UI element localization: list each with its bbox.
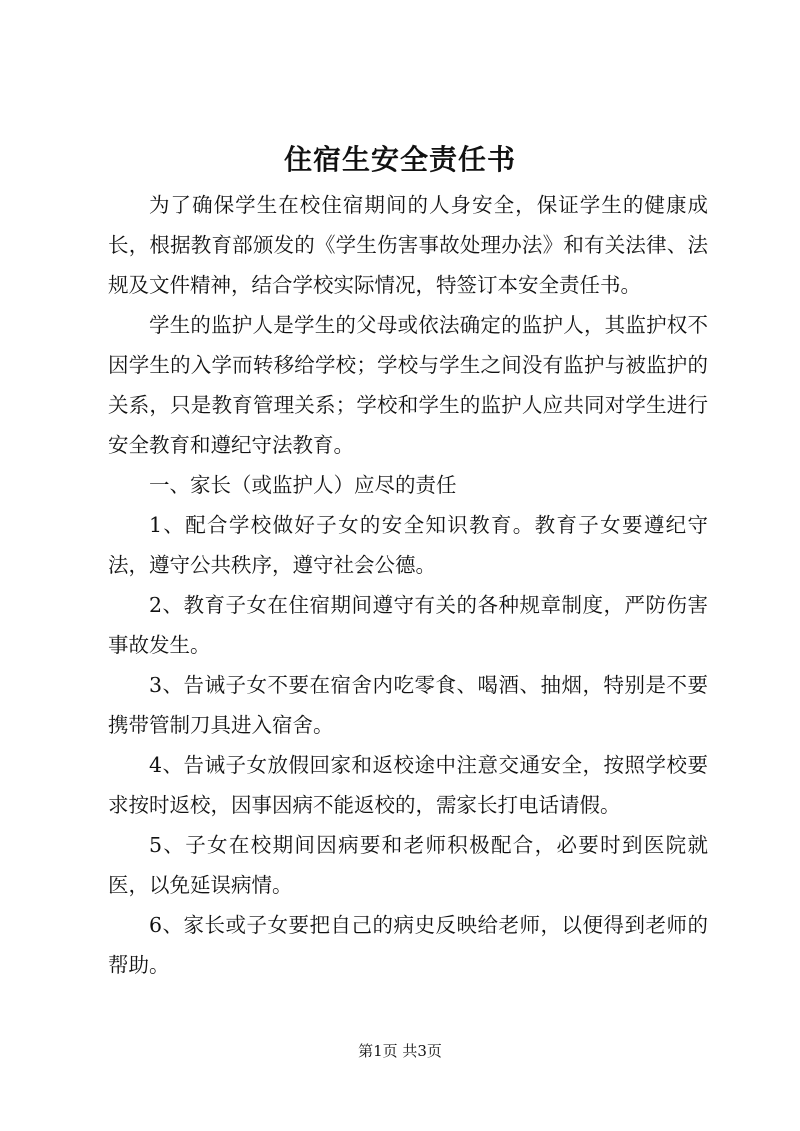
list-item-6: 6、家长或子女要把自己的病史反映给老师，以便得到老师的帮助。 [108,913,708,977]
section-heading-parent-duties: 一、家长（或监护人）应尽的责任 [149,473,457,497]
list-item-5: 5、子女在校期间因病要和老师积极配合，必要时到医院就医，以免延误病情。 [108,833,708,897]
paragraph-intro: 为了确保学生在校住宿期间的人身安全，保证学生的健康成长，根据教育部颁发的《学生伤害事故处理办法》和有关法律、法规及文件精神，结合学校实际情况，特签订本安全责任书。 [108,193,708,297]
page-number-footer: 第1页 共3页 [358,1042,442,1060]
document-body [108,185,708,985]
list-item-4: 4、告诫子女放假回家和返校途中注意交通安全，按照学校要求按时返校，因事因病不能返校的，需家长打电话请假。 [108,753,708,817]
document-title: 住宿生安全责任书 [283,143,516,176]
list-item-1: 1、配合学校做好子女的安全知识教育。教育子女要遵纪守法，遵守公共秩序，遵守社会公德。 [108,513,708,577]
list-item-2: 2、教育子女在住宿期间遵守有关的各种规章制度，严防伤害事故发生。 [108,593,708,657]
paragraph-guardian: 学生的监护人是学生的父母或依法确定的监护人，其监护权不因学生的入学而转移给学校；学校与学生之间没有监护与被监护的关系，只是教育管理关系；学校和学生的监护人应共同对学生进行安全教育和遵纪守法教育。 [108,313,708,457]
list-item-3: 3、告诫子女不要在宿舍内吃零食、喝酒、抽烟，特别是不要携带管制刀具进入宿舍。 [108,673,708,737]
